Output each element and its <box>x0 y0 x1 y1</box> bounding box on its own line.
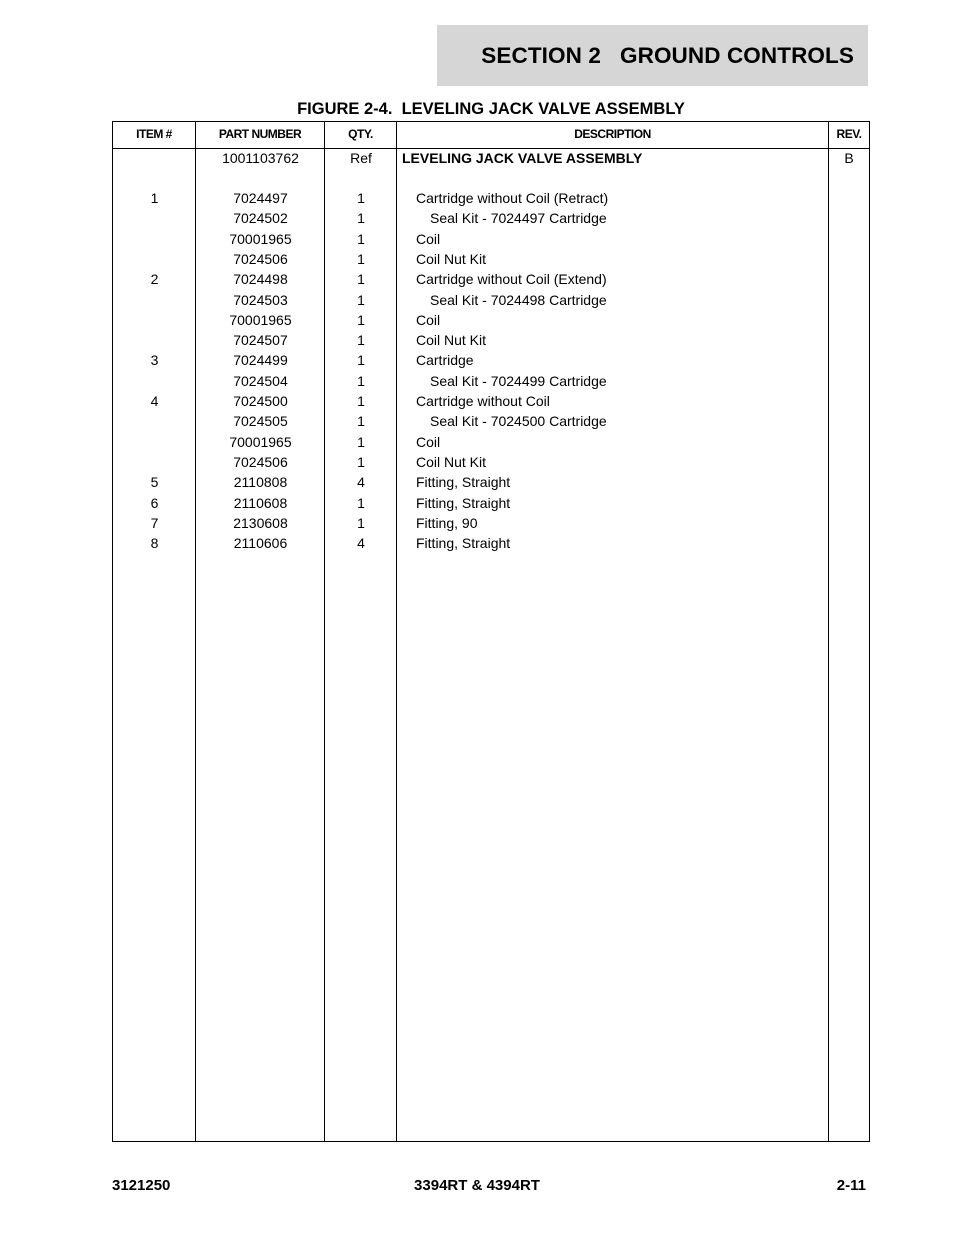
quantity: 1 <box>357 393 365 409</box>
table-row <box>113 229 869 249</box>
description: Fitting, Straight <box>416 494 511 511</box>
description: Cartridge without Coil (Retract) <box>416 190 609 206</box>
table-row <box>113 330 869 350</box>
quantity: 1 <box>357 190 365 206</box>
part-number: 7024506 <box>233 250 288 267</box>
description: Coil Nut Kit <box>416 453 487 470</box>
part-number: 2110608 <box>233 494 288 511</box>
quantity: 1 <box>357 433 365 450</box>
quantity: Ref <box>350 150 372 166</box>
part-number: 2110606 <box>233 535 288 552</box>
table-row <box>113 290 869 310</box>
header-qty: QTY. <box>348 127 373 141</box>
description: Fitting, Straight <box>416 535 511 552</box>
item-number: 4 <box>150 393 159 409</box>
part-number: 70001965 <box>229 311 292 328</box>
part-number: 2110808 <box>233 474 288 491</box>
description: Coil Nut Kit <box>416 332 487 349</box>
table-row <box>113 411 869 431</box>
part-number: 7024507 <box>233 332 288 349</box>
quantity: 1 <box>357 332 365 349</box>
description: Coil <box>416 311 441 328</box>
table-row <box>113 310 869 330</box>
quantity: 1 <box>357 352 365 369</box>
description: Coil <box>416 433 441 450</box>
description: Seal Kit - 7024499 Cartridge <box>430 372 607 389</box>
part-number: 1001103762 <box>222 150 299 166</box>
table-row <box>113 148 869 168</box>
quantity: 4 <box>357 535 365 552</box>
quantity: 1 <box>357 291 365 308</box>
table-row <box>113 513 869 533</box>
table-row <box>113 391 869 411</box>
part-number: 7024503 <box>233 291 288 308</box>
quantity: 1 <box>357 311 365 328</box>
table-row <box>113 371 869 391</box>
table-row <box>113 533 869 553</box>
part-number: 7024499 <box>233 352 288 369</box>
quantity: 1 <box>357 271 365 288</box>
quantity: 1 <box>357 413 365 430</box>
part-number: 7024504 <box>233 372 288 389</box>
part-number: 7024498 <box>233 271 288 288</box>
part-number: 70001965 <box>229 433 292 450</box>
part-number: 7024497 <box>233 190 288 206</box>
item-number: 1 <box>150 190 159 206</box>
footer-page-number: 2-11 <box>836 1177 866 1194</box>
item-number: 6 <box>150 494 159 511</box>
quantity: 4 <box>357 474 365 491</box>
description: Cartridge <box>416 352 474 369</box>
description: Seal Kit - 7024498 Cartridge <box>430 291 607 308</box>
quantity: 1 <box>357 210 365 227</box>
quantity: 1 <box>357 453 365 470</box>
header-description: DESCRIPTION <box>574 127 651 141</box>
part-number: 7024505 <box>233 413 288 430</box>
table-row <box>113 432 869 452</box>
description: Seal Kit - 7024500 Cartridge <box>430 413 607 430</box>
description: Fitting, Straight <box>416 474 511 491</box>
item-number: 2 <box>150 271 159 288</box>
figure-title: FIGURE 2-4. LEVELING JACK VALVE ASSEMBLY <box>297 100 685 118</box>
description: Cartridge without Coil (Extend) <box>416 271 607 288</box>
quantity: 1 <box>357 230 365 247</box>
table-row <box>113 249 869 269</box>
footer-model: 3394RT & 4394RT <box>414 1177 540 1194</box>
quantity: 1 <box>357 514 365 531</box>
table-row <box>113 350 869 370</box>
quantity: 1 <box>357 250 365 267</box>
section-header <box>437 25 868 86</box>
table-row <box>113 452 869 472</box>
description: Fitting, 90 <box>416 514 478 531</box>
revision: B <box>844 150 854 166</box>
part-number: 70001965 <box>229 230 292 247</box>
table-row <box>113 269 869 289</box>
item-number: 5 <box>150 474 159 491</box>
part-number: 7024500 <box>233 393 288 409</box>
table-row <box>113 208 869 228</box>
quantity: 1 <box>357 372 365 389</box>
header-item: ITEM # <box>136 127 172 141</box>
quantity: 1 <box>357 494 365 511</box>
description: Cartridge without Coil <box>416 393 550 409</box>
footer-manual-number: 3121250 <box>112 1177 171 1194</box>
part-number: 2130608 <box>233 514 288 531</box>
table-row <box>113 493 869 513</box>
item-number: 3 <box>150 352 159 369</box>
section-title: SECTION 2 GROUND CONTROLS <box>481 42 854 68</box>
header-rev: REV. <box>836 127 862 141</box>
table-row <box>113 472 869 492</box>
description: LEVELING JACK VALVE ASSEMBLY <box>402 150 643 166</box>
part-number: 7024502 <box>233 210 288 227</box>
description: Coil <box>416 230 441 247</box>
description: Coil Nut Kit <box>416 250 487 267</box>
table-row <box>113 188 869 208</box>
header-part-number: PART NUMBER <box>218 127 302 141</box>
item-number: 7 <box>150 514 159 531</box>
item-number: 8 <box>150 535 159 552</box>
part-number: 7024506 <box>233 453 288 470</box>
description: Seal Kit - 7024497 Cartridge <box>430 210 607 227</box>
parts-table <box>112 121 870 1142</box>
